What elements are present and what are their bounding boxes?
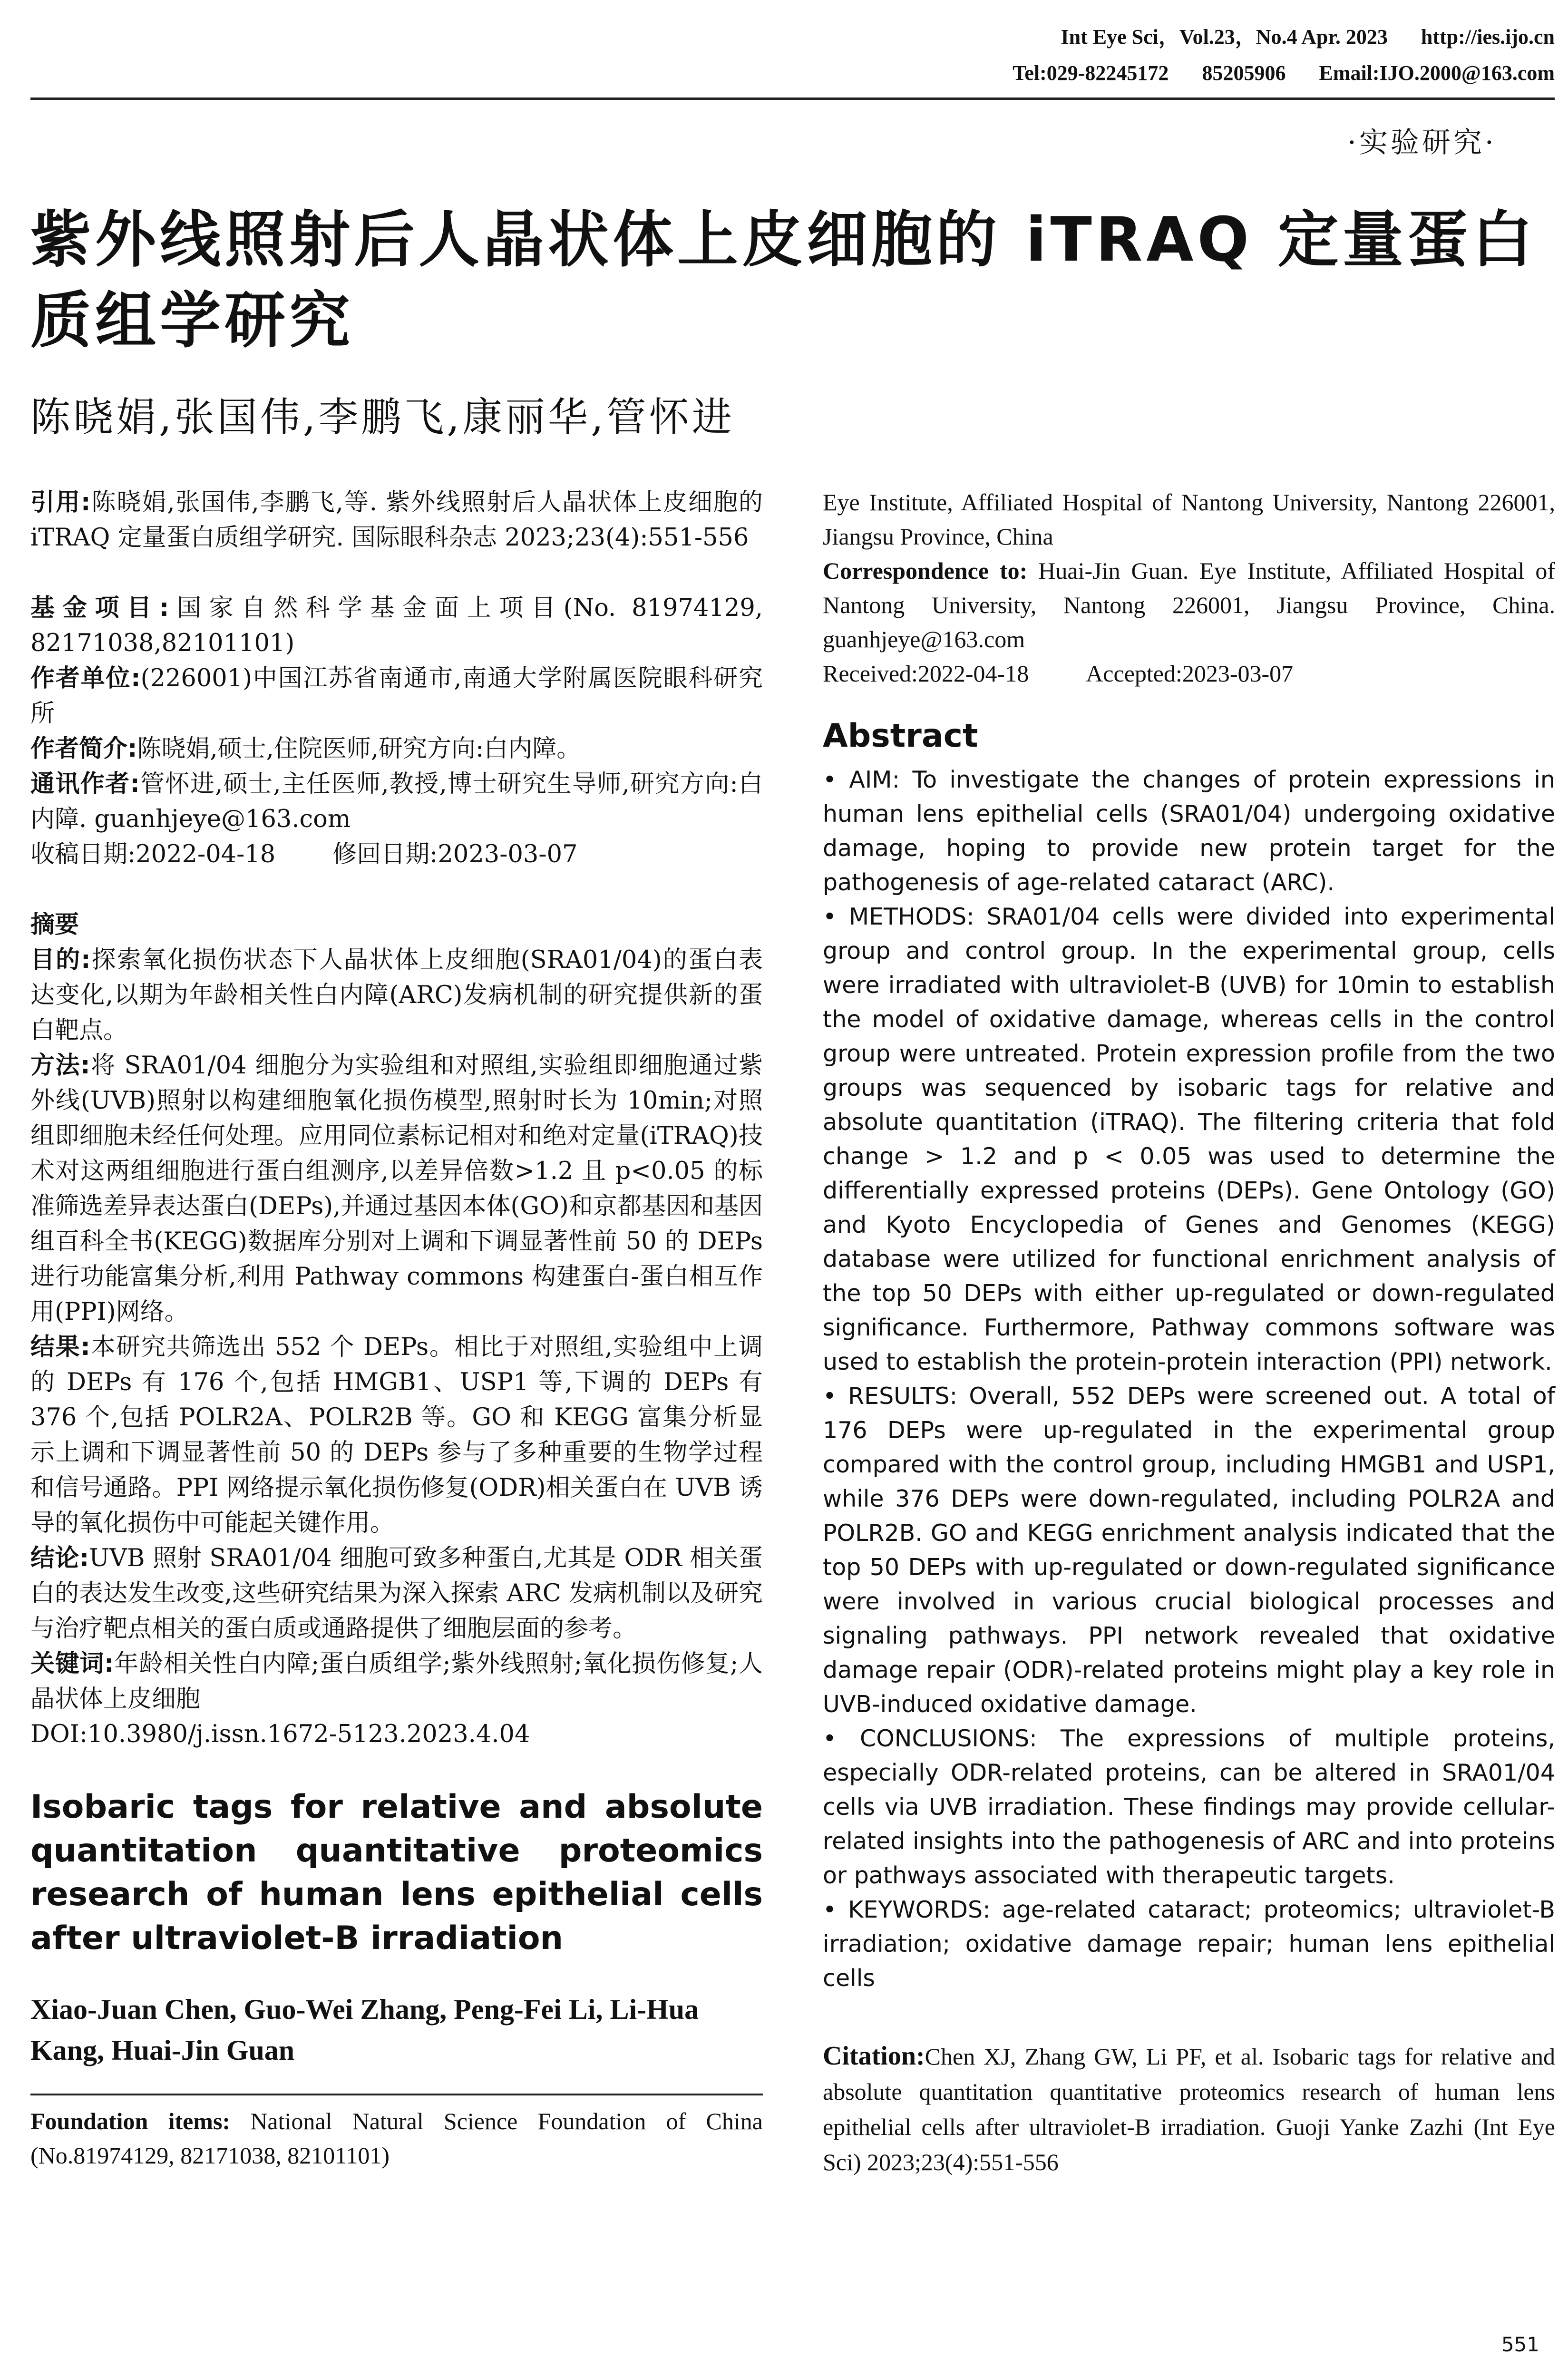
citation-cn-text: 陈晓娟,张国伟,李鹏飞,等. 紫外线照射后人晶状体上皮细胞的 iTRAQ 定量蛋白质组学研究. 国际眼科杂志 2023;23(4):551-556 <box>30 488 763 552</box>
keywords-cn-text: 年龄相关性白内障;蛋白质组学;紫外线照射;氧化损伤修复;人晶状体上皮细胞 <box>30 1650 763 1713</box>
abstract-en <box>823 763 1555 1996</box>
authors-en: Xiao-Juan Chen, Guo-Wei Zhang, Peng-Fei Li, Li-Hua Kang, Huai-Jin Guan <box>30 1994 699 2066</box>
foundation-en <box>30 2104 763 2172</box>
aim-cn-text: 探索氧化损伤状态下人晶状体上皮细胞(SRA01/04)的蛋白表达变化,以期为年龄相关性白内障(ARC)发病机制的研究提供新的蛋白靶点。 <box>30 946 763 1044</box>
results-cn <box>30 1330 763 1541</box>
running-header <box>979 19 1555 91</box>
footnote-rule <box>30 2094 763 2095</box>
foundation-en-label: Foundation items: <box>30 2108 231 2134</box>
methods-cn-text: 将 SRA01/04 细胞分为实验组和对照组,实验组即细胞通过紫外线(UVB)照射以构建细胞氧化损伤模型,照射时长为 10min;对照组即细胞未经任何处理。应用同位素标记相对和绝对定量(iTRAQ)技术对这两组细胞进行蛋白组测序,以差异倍数>1.2 且 p<0.05 的标准筛选差异表达蛋白(DEPs),并通过基因本体(GO)和京都基因和基因组百科全书(KEGG)数据库分别对上调和下调显著性前 50 的 DEPs 进行功能富集分析,利用 Pathway commons 构建蛋白-蛋白相互作用(PPI)网络。 <box>30 1052 763 1326</box>
results-cn-text: 本研究共筛选出 552 个 DEPs。相比于对照组,实验组中上调的 DEPs 有 176 个,包括 HMGB1、USP1 等,下调的 DEPs 有 376 个,包括 POLR2A、POLR2B 等。GO 和 KEGG 富集分析显示上调和下调显著性前 50 的 DEPs 参与了多种重要的生物学过程和信号通路。PPI 网络提示氧化损伤修复(ODR)相关蛋白在 UVB 诱导的氧化损伤中可能起关键作用。 <box>30 1333 763 1537</box>
section-tag: ·实验研究· <box>1347 126 1497 159</box>
conclusion-cn <box>30 1541 763 1646</box>
conclusions-en: • CONCLUSIONS: The expressions of multiple proteins, especially ODR-related proteins, can be altered in SRA01/04 cells via UVB irradiation. These findings may provide cellular-related insights into the pathogenesis of ARC and into proteins or pathways associated with therapeutic targets. <box>823 1725 1555 1889</box>
dates-en <box>823 656 1555 691</box>
foundation-en-text: National Natural Science Foundation of China (No.81974129, 82171038, 82101101) <box>30 2108 763 2169</box>
header-line-1 <box>979 19 1555 55</box>
affiliation-cn-text: (226001)中国江苏省南通市,南通大学附属医院眼科研究所 <box>30 664 763 728</box>
corresponding-author-cn-label: 通讯作者: <box>30 770 140 798</box>
journal-website[interactable]: http://ies.ijo.cn <box>1421 25 1555 49</box>
citation-en-text: Chen XJ, Zhang GW, Li PF, et al. Isobaric tags for relative and absolute quantitation quantitative proteomics research of human lens epithelial cells after ultraviolet-B irradiation. Guoji Yanke Zazhi (Int Eye Sci) 2023;23(4):551-556 <box>823 2043 1555 2175</box>
author-bio-cn-label: 作者简介: <box>30 735 137 763</box>
citation-cn-label: 引用: <box>30 488 91 516</box>
journal-tel: Tel:029-82245172 <box>1013 61 1169 85</box>
affiliation-en: Eye Institute, Affiliated Hospital of Nantong University, Nantong 226001, Jiangsu Province, China <box>823 489 1555 550</box>
author-bio-cn-text: 陈晓娟,硕士,住院医师,研究方向:白内障。 <box>137 735 581 763</box>
header-rule <box>30 97 1555 100</box>
journal-tel-2: 85205906 <box>1202 61 1286 85</box>
authors-cn: 陈晓娟,张国伟,李鹏飞,康丽华,管怀进 <box>30 394 735 440</box>
methods-cn-label: 方法: <box>30 1052 90 1080</box>
received-date-en: Received:2022-04-18 <box>823 660 1029 687</box>
correspondence-en-label: Correspondence to: <box>823 557 1028 584</box>
aim-cn <box>30 943 763 1048</box>
page-number: 551 <box>1501 2333 1539 2356</box>
keywords-en: • KEYWORDS: age-related cataract; proteomics; ultraviolet-B irradiation; oxidative damage repair; human lens epithelial cells <box>823 1896 1555 1992</box>
aim-en: • AIM: To investigate the changes of protein expressions in human lens epithelial cells (SRA01/04) undergoing oxidative damage, hoping to provide new protein target for the pathogenesis of age-related cataract (ARC). <box>823 766 1555 896</box>
affiliation-cn <box>30 661 763 731</box>
right-column <box>823 485 1555 2180</box>
methods-cn <box>30 1048 763 1330</box>
author-bio-cn <box>30 731 763 767</box>
correspondence-en <box>823 554 1555 656</box>
abstract-en-heading: Abstract <box>823 717 978 755</box>
abstract-cn-heading: 摘要 <box>30 911 79 939</box>
conclusion-cn-label: 结论: <box>30 1544 89 1572</box>
article-title-cn: 紫外线照射后人晶状体上皮细胞的 iTRAQ 定量蛋白质组学研究 <box>30 205 1537 356</box>
article-title-en: Isobaric tags for relative and absolute quantitation quantitative proteomics research of human lens epithelial cells after ultraviolet-B irradiation <box>30 1788 763 1957</box>
results-cn-label: 结果: <box>30 1333 90 1361</box>
keywords-cn-label: 关键词: <box>30 1650 114 1678</box>
corresponding-author-cn <box>30 767 763 837</box>
conclusion-cn-text: UVB 照射 SRA01/04 细胞可致多种蛋白,尤其是 ODR 相关蛋白的表达发生改变,这些研究结果为深入探索 ARC 发病机制以及研究与治疗靶点相关的蛋白质或通路提供了细胞层面的参考。 <box>30 1544 763 1643</box>
journal-email[interactable]: Email:IJO.2000@163.com <box>1319 61 1555 85</box>
accepted-date-en: Accepted:2023-03-07 <box>1086 660 1294 687</box>
fund-cn-text: 国家自然科学基金面上项目(No. 81974129, 82171038,82101101) <box>30 594 763 657</box>
results-en: • RESULTS: Overall, 552 DEPs were screened out. A total of 176 DEPs were up-regulated in the experimental group compared with the control group, including HMGB1 and USP1, while 376 DEPs were down-regulated, including POLR2A and POLR2B. GO and KEGG enrichment analysis indicated that the top 50 DEPs with up-regulated or down-regulated significance were involved in various crucial biological processes and signaling pathways. PPI network revealed that oxidative damage repair (ODR)-related proteins might play a key role in UVB-induced oxidative damage. <box>823 1383 1555 1718</box>
left-column <box>30 485 763 2172</box>
fund-cn <box>30 591 763 661</box>
journal-citation: Int Eye Sci，Vol.23，No.4 Apr. 2023 <box>1061 25 1388 49</box>
spacer <box>30 555 763 591</box>
received-date-cn: 收稿日期:2022-04-18 <box>30 840 276 868</box>
doi[interactable]: DOI:10.3980/j.issn.1672-5123.2023.4.04 <box>30 1720 530 1748</box>
corresponding-author-cn-text: 管怀进,硕士,主任医师,教授,博士研究生导师,研究方向:白内障. guanhjeye@163.com <box>30 770 763 833</box>
affiliation-cn-label: 作者单位: <box>30 664 141 692</box>
correspondence-en-text: Huai-Jin Guan. Eye Institute, Affiliated Hospital of Nantong University, Nantong 226001, Jiangsu Province, China. guanhjeye@163.com <box>823 557 1555 653</box>
keywords-cn <box>30 1646 763 1717</box>
fund-cn-label: 基金项目: <box>30 594 169 622</box>
methods-en: • METHODS: SRA01/04 cells were divided into experimental group and control group. In the experimental group, cells were irradiated with ultraviolet-B (UVB) for 10min to establish the model of oxidative damage, whereas cells in the control group were untreated. Protein expression profile from the two groups was sequenced by isobaric tags for relative and absolute quantitation (iTRAQ). The filtering criteria that fold change > 1.2 and p < 0.05 was used to determine the differentially expressed proteins (DEPs). Gene Ontology (GO) and Kyoto Encyclopedia of Genes and Genomes (KEGG) database were utilized for functional enrichment analysis of the top 50 DEPs with either up-regulated or down-regulated significance. Furthermore, Pathway commons software was used to establish the protein-protein interaction (PPI) network. <box>823 903 1555 1375</box>
citation-cn <box>30 485 763 555</box>
aim-cn-label: 目的: <box>30 946 91 974</box>
header-line-2 <box>979 55 1555 91</box>
citation-en <box>823 2038 1555 2180</box>
spacer <box>30 872 763 907</box>
revised-date-cn: 修回日期:2023-03-07 <box>332 840 578 868</box>
dates-cn <box>30 837 763 872</box>
citation-en-label: Citation: <box>823 2041 925 2071</box>
